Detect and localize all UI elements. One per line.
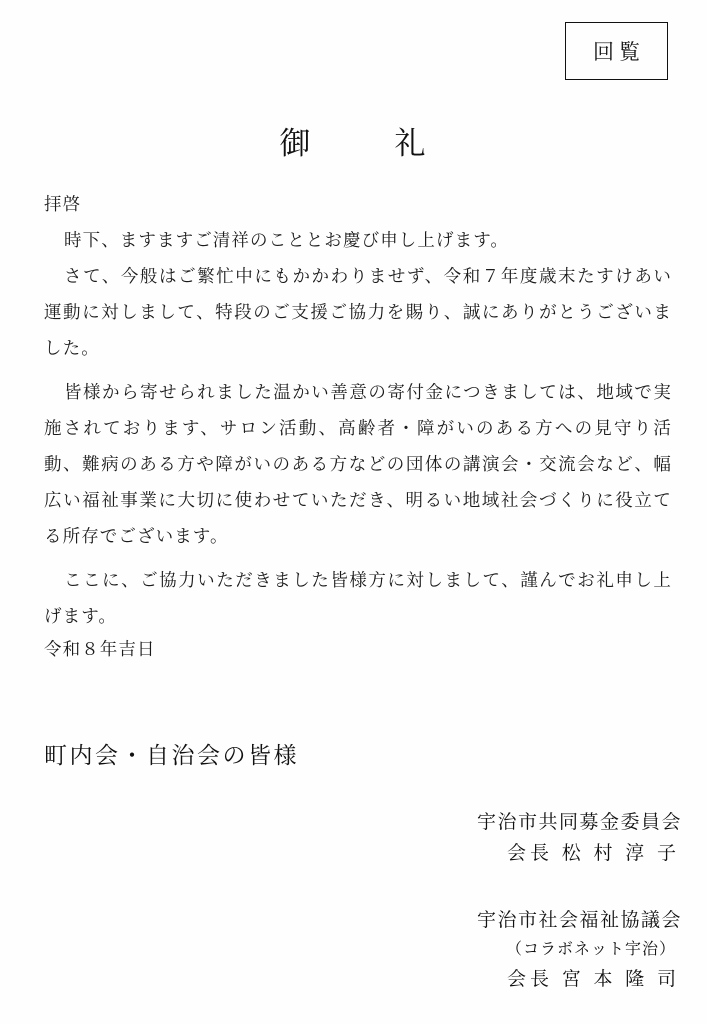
signature-1-organization: 宇治市共同募金委員会 [476,812,682,833]
paragraph-gap-1 [44,366,672,374]
signature-1-name: 会長 松 村 淳 子 [506,843,680,864]
paragraph-1: 時下、ますますご清祥のこととお慶び申し上げます。 [64,230,509,250]
letter-body [44,186,672,634]
page-title-first-char: 御 [279,126,313,161]
paragraph-4: ここに、ご協力いただきました皆様方に対しまして、謹んでお礼申し上げます。 [44,570,672,626]
paragraph-2: さて、今般はご繁忙中にもかかわりませず、令和７年度歳末たすけあい運動に対しまして、特段のご支援ご協力を賜り、誠にありがとうございました。 [44,266,672,358]
signature-block-2 [330,906,682,996]
circulation-stamp-label: 回覧 [593,40,645,64]
paragraph-3: 皆様から寄せられました温かい善意の寄付金につきましては、地域で実施されております、サロン活動、高齢者・障がいのある方への見守り活動、難病のある方や障がいのある方などの団体の講演会・交流会など、幅広い福祉事業に大切に使わせていただき、明るい地域社会づくりに役立てる所存でございます。 [44,382,672,546]
page-title-second-char: 礼 [394,126,428,161]
addressee-line: 町内会・自治会の皆様 [44,743,299,768]
paragraph-gap-2 [44,554,672,562]
signature-2-subtitle: （コラボネット宇治） [505,941,676,958]
circulation-stamp-box [565,22,668,80]
signature-2-name: 会長 宮 本 隆 司 [506,969,680,990]
date-line: 令和８年吉日 [44,639,156,659]
signature-block-1 [330,808,682,870]
salutation-text: 拝啓 [44,194,82,214]
page-title [0,118,707,163]
signature-2-organization: 宇治市社会福祉協議会 [476,910,682,931]
